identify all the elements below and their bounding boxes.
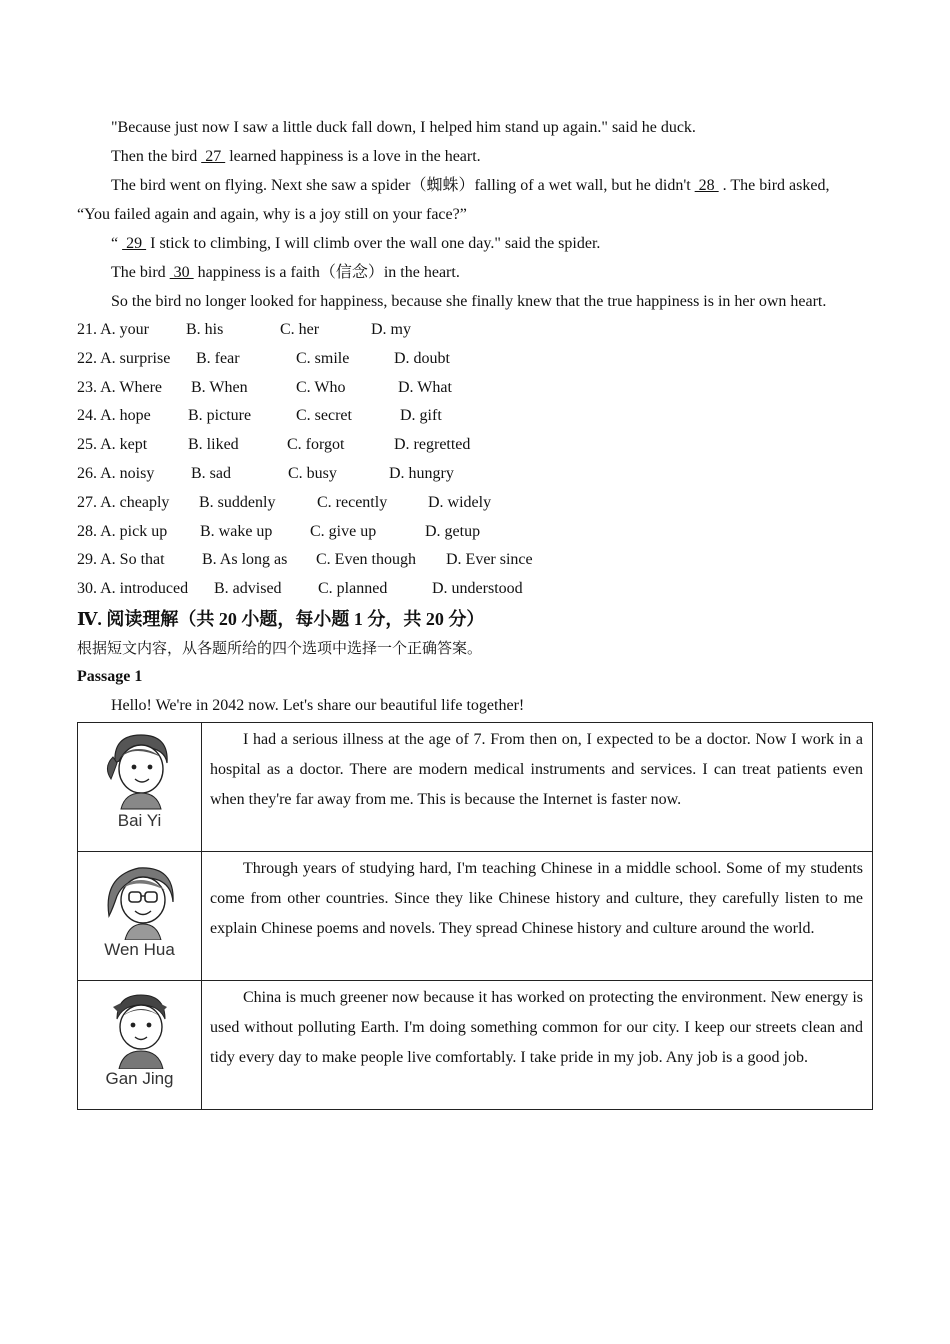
person-text: I had a serious illness at the age of 7. From then on, I expected to be a doctor. Now I work in a hospital as a doctor. There are modern medical instruments and services. I can treat patients even when they're far away from me. This is because the Internet is faster now. (210, 730, 863, 808)
option-b: B. advised (214, 580, 282, 598)
person-name: Wen Hua (104, 939, 175, 959)
story-line: "Because just now I saw a little duck fall down, I helped him stand up again." said he duck. (111, 119, 696, 136)
question-row (77, 575, 873, 604)
option-a: 24. A. hope (77, 407, 151, 425)
exam-page (77, 113, 873, 1110)
option-a: 30. A. introduced (77, 580, 189, 598)
option-c: C. her (280, 321, 320, 338)
section-title: Ⅳ. 阅读理解（共 20 小题，每小题 1 分，共 20 分） (77, 608, 485, 629)
table-row (78, 851, 873, 980)
story-line: Then the bird 27 learned happiness is a love in the heart. (111, 148, 481, 165)
people-table (77, 722, 873, 1110)
blank-28: 28 (694, 177, 719, 194)
option-b: B. fear (196, 349, 240, 367)
blank-29: 29 (122, 235, 147, 252)
question-row (77, 546, 873, 575)
question-row (77, 316, 873, 345)
option-d: D. hungry (389, 464, 454, 482)
question-row (77, 374, 873, 403)
boy-avatar-icon (95, 985, 185, 1069)
blank-30: 30 (169, 264, 194, 281)
option-d: D. doubt (394, 349, 450, 367)
option-d: D. What (398, 378, 452, 396)
story-line: So the bird no longer looked for happiness, because she finally knew that the true happiness is in her own heart. (111, 293, 827, 310)
woman-with-glasses-avatar-icon (95, 856, 185, 940)
option-b: B. wake up (200, 522, 273, 540)
question-row (77, 431, 873, 460)
person-text-cell (202, 722, 873, 851)
option-d: D. getup (425, 522, 481, 540)
section-instruction: 根据短文内容，从各题所给的四个选项中选择一个正确答案。 (77, 638, 483, 657)
person-text: China is much greener now because it has worked on protecting the environment. New energy is used without polluting Earth. I'm doing something common for our city. I keep our streets clean and tidy every day to make people live comfortably. I take pride in my job. Any job is a good job. (210, 988, 863, 1066)
option-c: C. Who (296, 378, 346, 396)
story-line: “You failed again and again, why is a joy still on your face?” (77, 206, 467, 223)
story-line: The bird went on flying. Next she saw a spider（蜘蛛）falling of a wet wall, but he didn't 28 . The bird asked, (111, 177, 830, 194)
option-a: 27. A. cheaply (77, 493, 170, 511)
question-row (77, 345, 873, 374)
story-line: The bird 30 happiness is a faith（信念）in the heart. (111, 264, 460, 281)
option-d: D. regretted (394, 436, 471, 454)
option-a: 21. A. your (77, 321, 149, 338)
question-row (77, 402, 873, 431)
option-c: C. forgot (287, 436, 345, 454)
option-d: D. understood (432, 580, 523, 598)
option-d: D. gift (400, 407, 442, 425)
question-row (77, 460, 873, 489)
table-row (78, 980, 873, 1109)
option-b: B. sad (191, 464, 231, 482)
option-a: 23. A. Where (77, 378, 163, 396)
person-cell (78, 980, 202, 1109)
person-cell (78, 722, 202, 851)
passage-intro: Hello! We're in 2042 now. Let's share our beautiful life together! (111, 696, 525, 714)
girl-avatar-icon (95, 727, 185, 811)
passage-label: Passage 1 (77, 667, 143, 685)
option-b: B. As long as (202, 551, 288, 569)
person-text: Through years of studying hard, I'm teaching Chinese in a middle school. Some of my students come from other countries. Since they like Chinese history and culture, they carefully listen to me explain Chinese poems and novels. They spread Chinese history and culture around the world. (210, 859, 863, 937)
question-row (77, 518, 873, 547)
question-list (77, 316, 873, 604)
person-name: Bai Yi (117, 810, 162, 830)
option-c: C. smile (296, 349, 350, 367)
person-text-cell (202, 980, 873, 1109)
option-c: C. busy (288, 464, 337, 482)
option-a: 25. A. kept (77, 436, 148, 454)
person-cell (78, 851, 202, 980)
option-d: D. my (371, 321, 411, 338)
person-text-cell (202, 851, 873, 980)
option-d: D. widely (428, 493, 492, 511)
option-b: B. liked (188, 436, 239, 454)
option-a: 29. A. So that (77, 551, 165, 569)
option-c: C. planned (318, 580, 388, 598)
option-c: C. secret (296, 407, 352, 425)
option-a: 26. A. noisy (77, 464, 155, 482)
option-c: C. give up (310, 522, 377, 540)
option-a: 22. A. surprise (77, 349, 171, 367)
option-d: D. Ever since (446, 551, 533, 569)
option-b: B. When (191, 378, 248, 396)
option-b: B. picture (188, 407, 252, 425)
option-b: B. his (186, 321, 224, 338)
option-a: 28. A. pick up (77, 522, 168, 540)
option-b: B. suddenly (199, 493, 276, 511)
question-row (77, 489, 873, 518)
person-name: Gan Jing (105, 1068, 174, 1088)
option-c: C. Even though (316, 551, 416, 569)
table-row (78, 722, 873, 851)
blank-27: 27 (201, 148, 226, 165)
option-c: C. recently (317, 493, 388, 511)
story-line: “ 29 I stick to climbing, I will climb over the wall one day." said the spider. (111, 235, 601, 252)
